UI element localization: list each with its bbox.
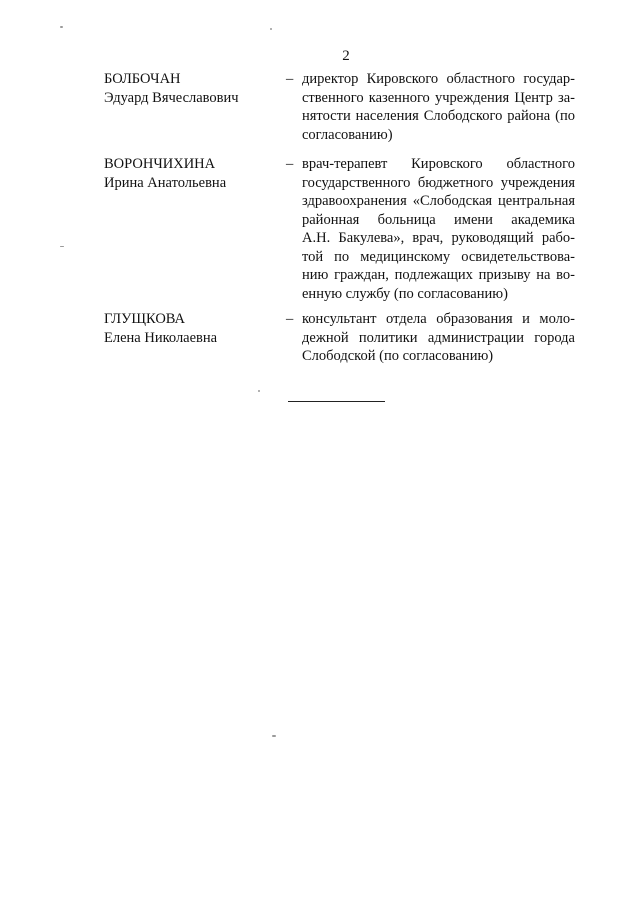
position-line: А.Н. Бакулева», врач, руководящий рабо- <box>302 230 575 246</box>
position-line: врач-терапевт Кировского областного <box>302 156 575 172</box>
position-line: той по медицинскому освидетельствова- <box>302 248 575 265</box>
page-number: 2 <box>342 48 350 64</box>
entry-dash: – <box>286 311 294 327</box>
member-given-names: Эдуард Вячеславович <box>104 89 239 106</box>
position-line: нию граждан, подлежащих призыву на во- <box>302 267 575 283</box>
position-line: Слободской (по согласованию) <box>302 348 494 364</box>
position-line: енную службу (по согласованию) <box>302 285 508 302</box>
position-line: консультант отдела образования и моло- <box>302 311 575 327</box>
position-line: здравоохранения «Слободская центральная <box>302 193 575 209</box>
member-position <box>302 155 575 303</box>
scan-speck <box>270 28 272 30</box>
member-surname: ГЛУЩКОВА <box>104 311 186 327</box>
member-surname: ВОРОНЧИХИНА <box>104 156 216 172</box>
member-name <box>104 155 279 192</box>
scan-speck <box>60 246 64 247</box>
scan-speck <box>60 26 63 28</box>
scan-speck <box>272 735 276 737</box>
member-surname: БОЛБОЧАН <box>104 71 181 87</box>
member-given-names: Ирина Анатольевна <box>104 174 227 191</box>
end-divider <box>288 401 385 402</box>
position-line: государственного бюджетного учреждения <box>302 174 575 191</box>
member-position <box>302 310 575 366</box>
entry-dash: – <box>286 71 294 87</box>
scan-speck <box>258 390 260 392</box>
position-line: ственного казенного учреждения Центр за- <box>302 89 575 106</box>
member-name <box>104 310 279 347</box>
position-line: директор Кировского областного государ- <box>302 71 575 87</box>
position-line: нятости населения Слободского района (по <box>302 108 575 124</box>
member-given-names: Елена Николаевна <box>104 329 218 346</box>
position-line: дежной политики администрации города <box>302 329 575 346</box>
position-line: согласованию) <box>302 126 393 143</box>
entry-dash: – <box>286 156 294 172</box>
position-line: районная больница имени академика <box>302 211 575 228</box>
member-position <box>302 70 575 144</box>
member-name <box>104 70 279 107</box>
